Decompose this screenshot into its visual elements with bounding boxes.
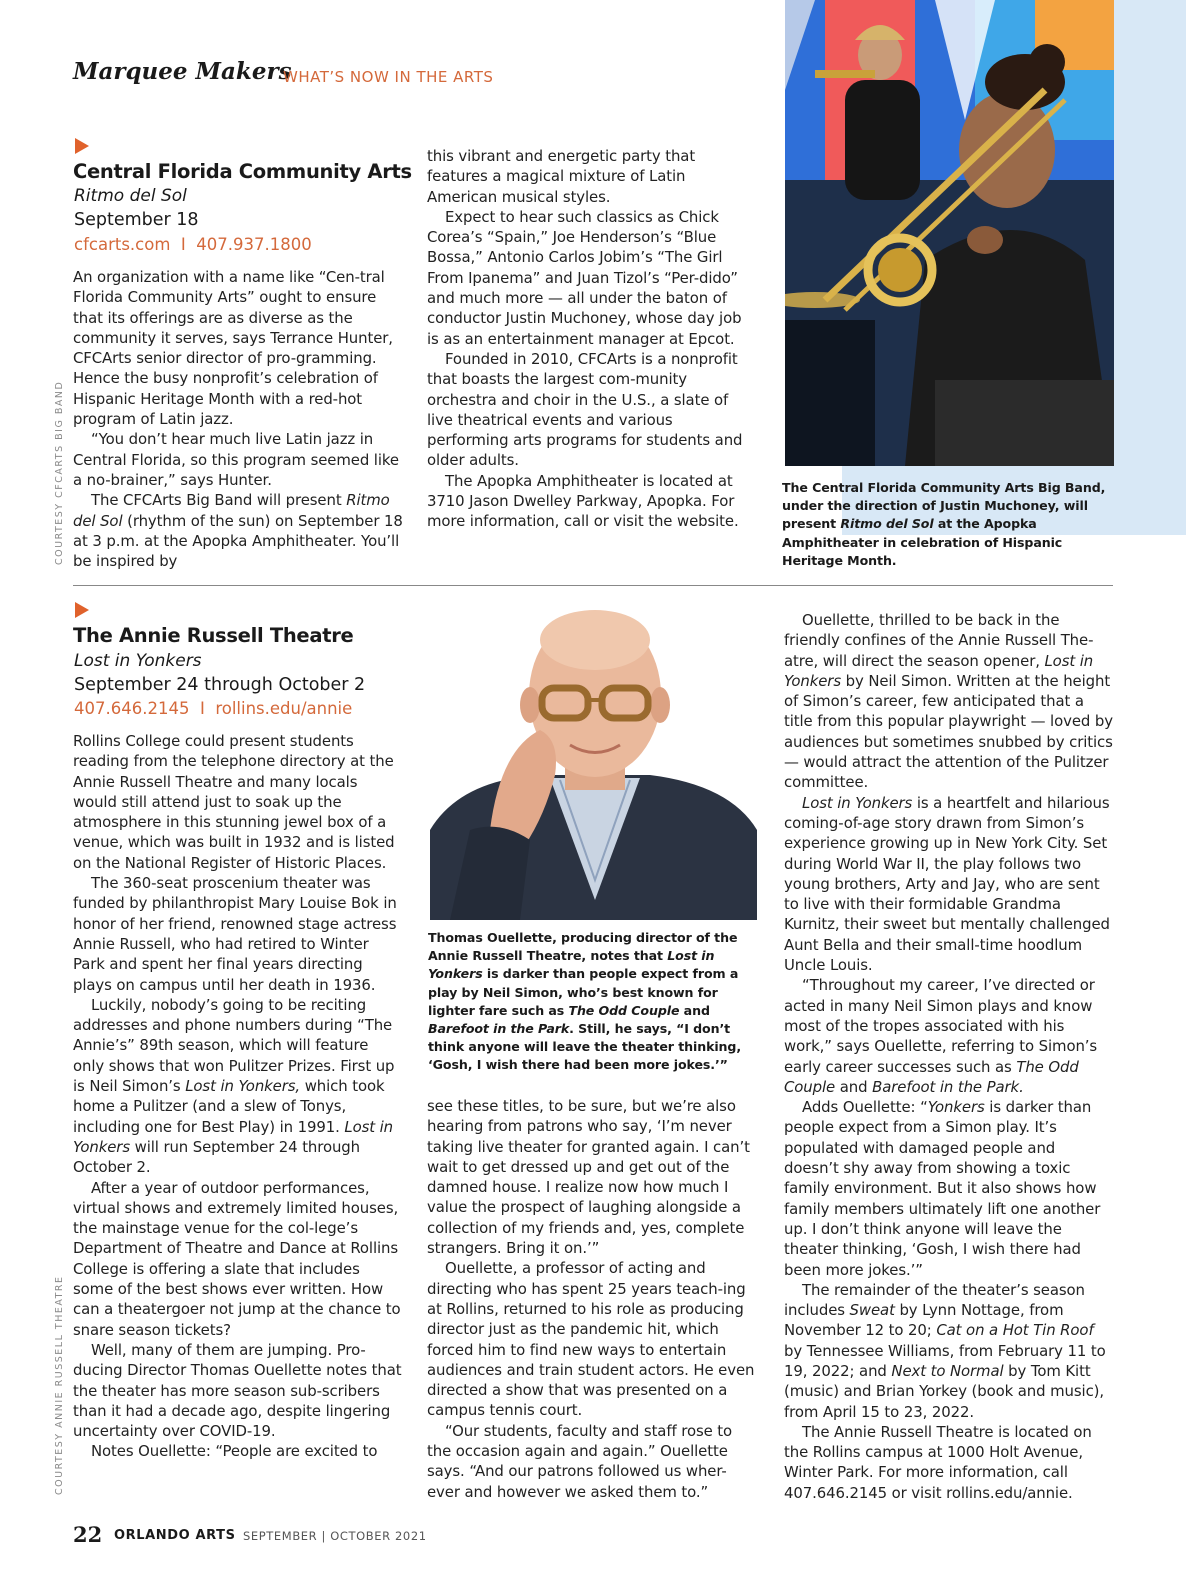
- article1-show: Ritmo del Sol: [74, 186, 187, 206]
- section-kicker: WHAT’S NOW IN THE ARTS: [283, 68, 494, 86]
- paragraph: Notes Ouellette: “People are excited to: [91, 1442, 378, 1461]
- article1-contact[interactable]: cfcarts.com I 407.937.1800: [74, 235, 312, 254]
- play-triangle-icon: [75, 138, 89, 154]
- paragraph: Ouellette, a professor of acting and directing who has spent 25 years teach-ing at Rollins, returned to his role as producing director just as the pandemic hit, which forced him to find new ways to entertain audiences and train student actors. He even directed a show that was presented on a campus tennis court.: [427, 1259, 755, 1420]
- article1-photo-credit: COURTESY CFCARTS BIG BAND: [54, 380, 65, 565]
- article2-photo-caption: Thomas Ouellette, producing director of the Annie Russell Theatre, notes that Lost in Yonkers is darker than people expect from a play by Neil Simon, who’s best known for lighter fare such as The Odd Couple and Barefoot in the Park. Still, he says, “I don’t think anyone will leave the theater thinking, ‘Gosh, I wish there had been more jokes.’”: [428, 930, 742, 1073]
- article1-photo-caption: The Central Florida Community Arts Big Band, under the direction of Justin Muchoney, will present Ritmo del Sol at the Apopka Amphitheater in celebration of Hispanic Heritage Month.: [782, 480, 1106, 568]
- paragraph: The 360-seat proscenium theater was funded by philanthropist Mary Louise Bok in honor of her friend, renowned stage actress Annie Russell, who had retired to Winter Park and spent her final years directing plays on campus until her death in 1936.: [73, 874, 397, 994]
- paragraph: Lost in Yonkers is a heartfelt and hilarious coming-of-age story drawn from Simon’s experience growing up in New York City. Set during World War II, the play follows two young brothers, Arty and Jay, who are sent to live with their formidable Grandma Kurnitz, their sweet but mentally challenged Aunt Bella and their small-time hoodlum Uncle Louis.: [784, 793, 1110, 975]
- article2-org: The Annie Russell Theatre: [73, 624, 354, 647]
- paragraph: Expect to hear such classics as Chick Corea’s “Spain,” Joe Henderson’s “Blue Bossa,” Antonio Carlos Jobim’s “The Girl From Ipanema” and Juan Tizol’s “Per-dido” and much more — all under the baton of conductor Justin Muchoney, whose day job is as an entertainment manager at Epcot.: [427, 207, 742, 348]
- paragraph: see these titles, to be sure, but we’re also hearing from patrons who say, ‘I’m never taking live theater for granted again. I can’t wait to get dressed up and get out of the damned house. I realize now how much I value the prospect of laughing alongside a collection of my friends and, yes, complete strangers. Bring it on.’”: [427, 1097, 750, 1258]
- article1-column-2: [427, 146, 757, 532]
- paragraph: “Our students, faculty and staff rose to the occasion again and again.” Ouellette says. “And our patrons followed us wher-ever and however we asked them to.”: [427, 1421, 733, 1501]
- paragraph: “You don’t hear much live Latin jazz in Central Florida, so this program seemed like a no-brainer,” says Hunter.: [73, 430, 399, 489]
- article2-photo-credit: COURTESY ANNIE RUSSELL THEATRE: [54, 1275, 65, 1495]
- article1-date: September 18: [74, 210, 199, 230]
- article1-org: Central Florida Community Arts: [73, 160, 412, 183]
- paragraph: The Apopka Amphitheater is located at 3710 Jason Dwelley Parkway, Apopka. For more information, call or visit the website.: [427, 471, 739, 531]
- article2-column-1: [73, 731, 403, 1462]
- paragraph: Well, many of them are jumping. Pro-ducing Director Thomas Ouellette notes that the theater has more season sub-scribers than it had a decade ago, despite lingering uncertainty over COVID-19.: [73, 1340, 402, 1441]
- paragraph: Adds Ouellette: “Yonkers is darker than people expect from a Simon play. It’s populated with damaged people and doesn’t shy away from showing a toxic family environment. But it also shows how family members ultimately lift one another up. I don’t think anyone will leave the theater thinking, ‘Gosh, I wish there had been more jokes.’”: [784, 1098, 1101, 1279]
- paragraph: “Throughout my career, I’ve directed or acted in many Neil Simon plays and know most of the tropes associated with his work,” says Ouellette, referring to Simon’s early career successes such as The Odd Couple and Barefoot in the Park.: [784, 976, 1098, 1096]
- play-triangle-icon: [75, 602, 89, 618]
- paragraph: Luckily, nobody’s going to be reciting addresses and phone numbers during “The Annie’s” 89th season, which will feature only shows that won Pulitzer Prizes. First up is Neil Simon’s Lost in Yonkers, which took home a Pulitzer (and a slew of Tonys, including one for Best Play) in 1991. Lost in Yonkers will run September 24 through October 2.: [73, 995, 395, 1177]
- paragraph: Rollins College could present students reading from the telephone directory at the Annie Russell Theatre and many locals would still attend just to soak up the atmosphere in this stunning jewel box of a venue, which was built in 1932 and is listed on the National Register of Historic Places.: [73, 732, 395, 872]
- article2-contact[interactable]: 407.646.2145 I rollins.edu/annie: [74, 699, 353, 718]
- page-number: 22: [73, 1522, 103, 1547]
- paragraph: An organization with a name like “Cen-tral Florida Community Arts” ought to ensure that its offerings are as diverse as the community it serves, says Terrance Hunter, CFCArts senior director of pro-gramming. Hence the busy nonprofit’s celebration of Hispanic Heritage Month with a red-hot program of Latin jazz.: [73, 268, 393, 429]
- article2-show: Lost in Yonkers: [74, 651, 202, 671]
- photo-big-band-trombonist: [785, 0, 1114, 466]
- article2-date: September 24 through October 2: [74, 675, 366, 695]
- magazine-name: ORLANDO ARTS: [114, 1528, 236, 1543]
- paragraph: The CFCArts Big Band will present Ritmo del Sol (rhythm of the sun) on September 18 at 3 p.m. at the Apopka Amphitheater. You’ll be inspired by: [73, 491, 403, 571]
- article1-column-1: [73, 267, 403, 571]
- issue-date: SEPTEMBER | OCTOBER 2021: [243, 1529, 427, 1543]
- paragraph: Founded in 2010, CFCArts is a nonprofit that boasts the largest com-munity orchestra and choir in the U.S., a slate of live theatrical events and various performing arts programs for students and older adults.: [427, 349, 743, 470]
- paragraph: this vibrant and energetic party that features a magical mixture of Latin American musical styles.: [427, 147, 696, 206]
- section-divider: [73, 585, 1113, 586]
- article2-column-3: [784, 610, 1114, 1503]
- section-title: Marquee Makers: [73, 58, 292, 85]
- paragraph: After a year of outdoor performances, virtual shows and extremely limited houses, the mainstage venue for the col-lege’s Department of Theatre and Dance at Rollins College is offering a slate that includes some of the best shows ever written. How can a theatergoer not jump at the chance to snare season tickets?: [73, 1178, 401, 1339]
- paragraph: The Annie Russell Theatre is located on the Rollins campus at 1000 Holt Avenue, Winter Park. For more information, call 407.646.2145 or visit rollins.edu/annie.: [784, 1422, 1092, 1502]
- article2-column-2: [427, 1096, 757, 1502]
- paragraph: Ouellette, thrilled to be back in the friendly confines of the Annie Russell The-atre, will direct the season opener, Lost in Yonkers by Neil Simon. Written at the height of Simon’s career, few anticipated that a title from this popular playwright — loved by audiences but sometimes snubbed by critics — would attract the attention of the Pulitzer committee.: [784, 611, 1113, 792]
- paragraph: The remainder of the theater’s season includes Sweat by Lynn Nottage, from November 12 to 20; Cat on a Hot Tin Roof by Tennessee Williams, from February 11 to 19, 2022; and Next to Normal by Tom Kitt (music) and Brian Yorkey (book and music), from April 15 to 23, 2022.: [784, 1280, 1106, 1421]
- photo-thomas-ouellette-portrait: [430, 600, 757, 920]
